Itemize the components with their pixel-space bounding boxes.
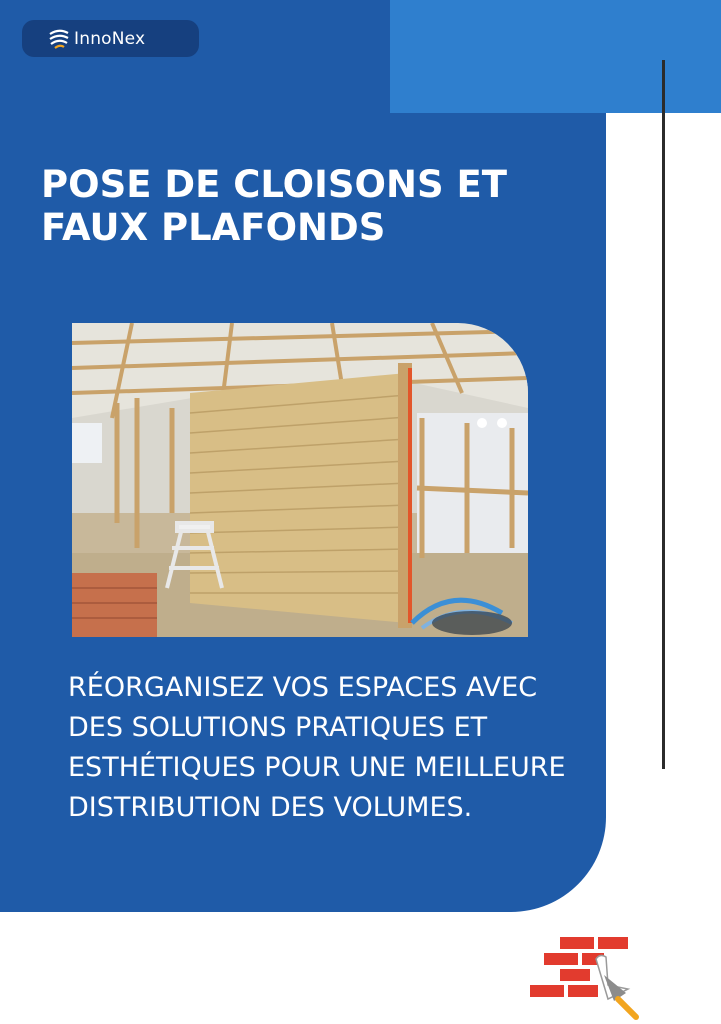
page-title: POSE DE CLOISONS ET FAUX PLAFONDS xyxy=(41,163,507,249)
page-subtitle: RÉORGANISEZ VOS ESPACES AVEC DES SOLUTIONS PRATIQUES ET ESTHÉTIQUES POUR UNE MEILLEURE DISTRIBUTION DES VOLUMES. xyxy=(68,672,566,823)
sunrise-arc-icon xyxy=(48,28,70,50)
brick-wall-trowel-icon xyxy=(530,935,642,1020)
vertical-divider xyxy=(662,60,665,769)
brand-logo xyxy=(22,20,199,57)
construction-site-interior-photo xyxy=(72,323,528,637)
brand-name: InnoNex xyxy=(74,28,146,49)
accent-block xyxy=(390,0,721,113)
